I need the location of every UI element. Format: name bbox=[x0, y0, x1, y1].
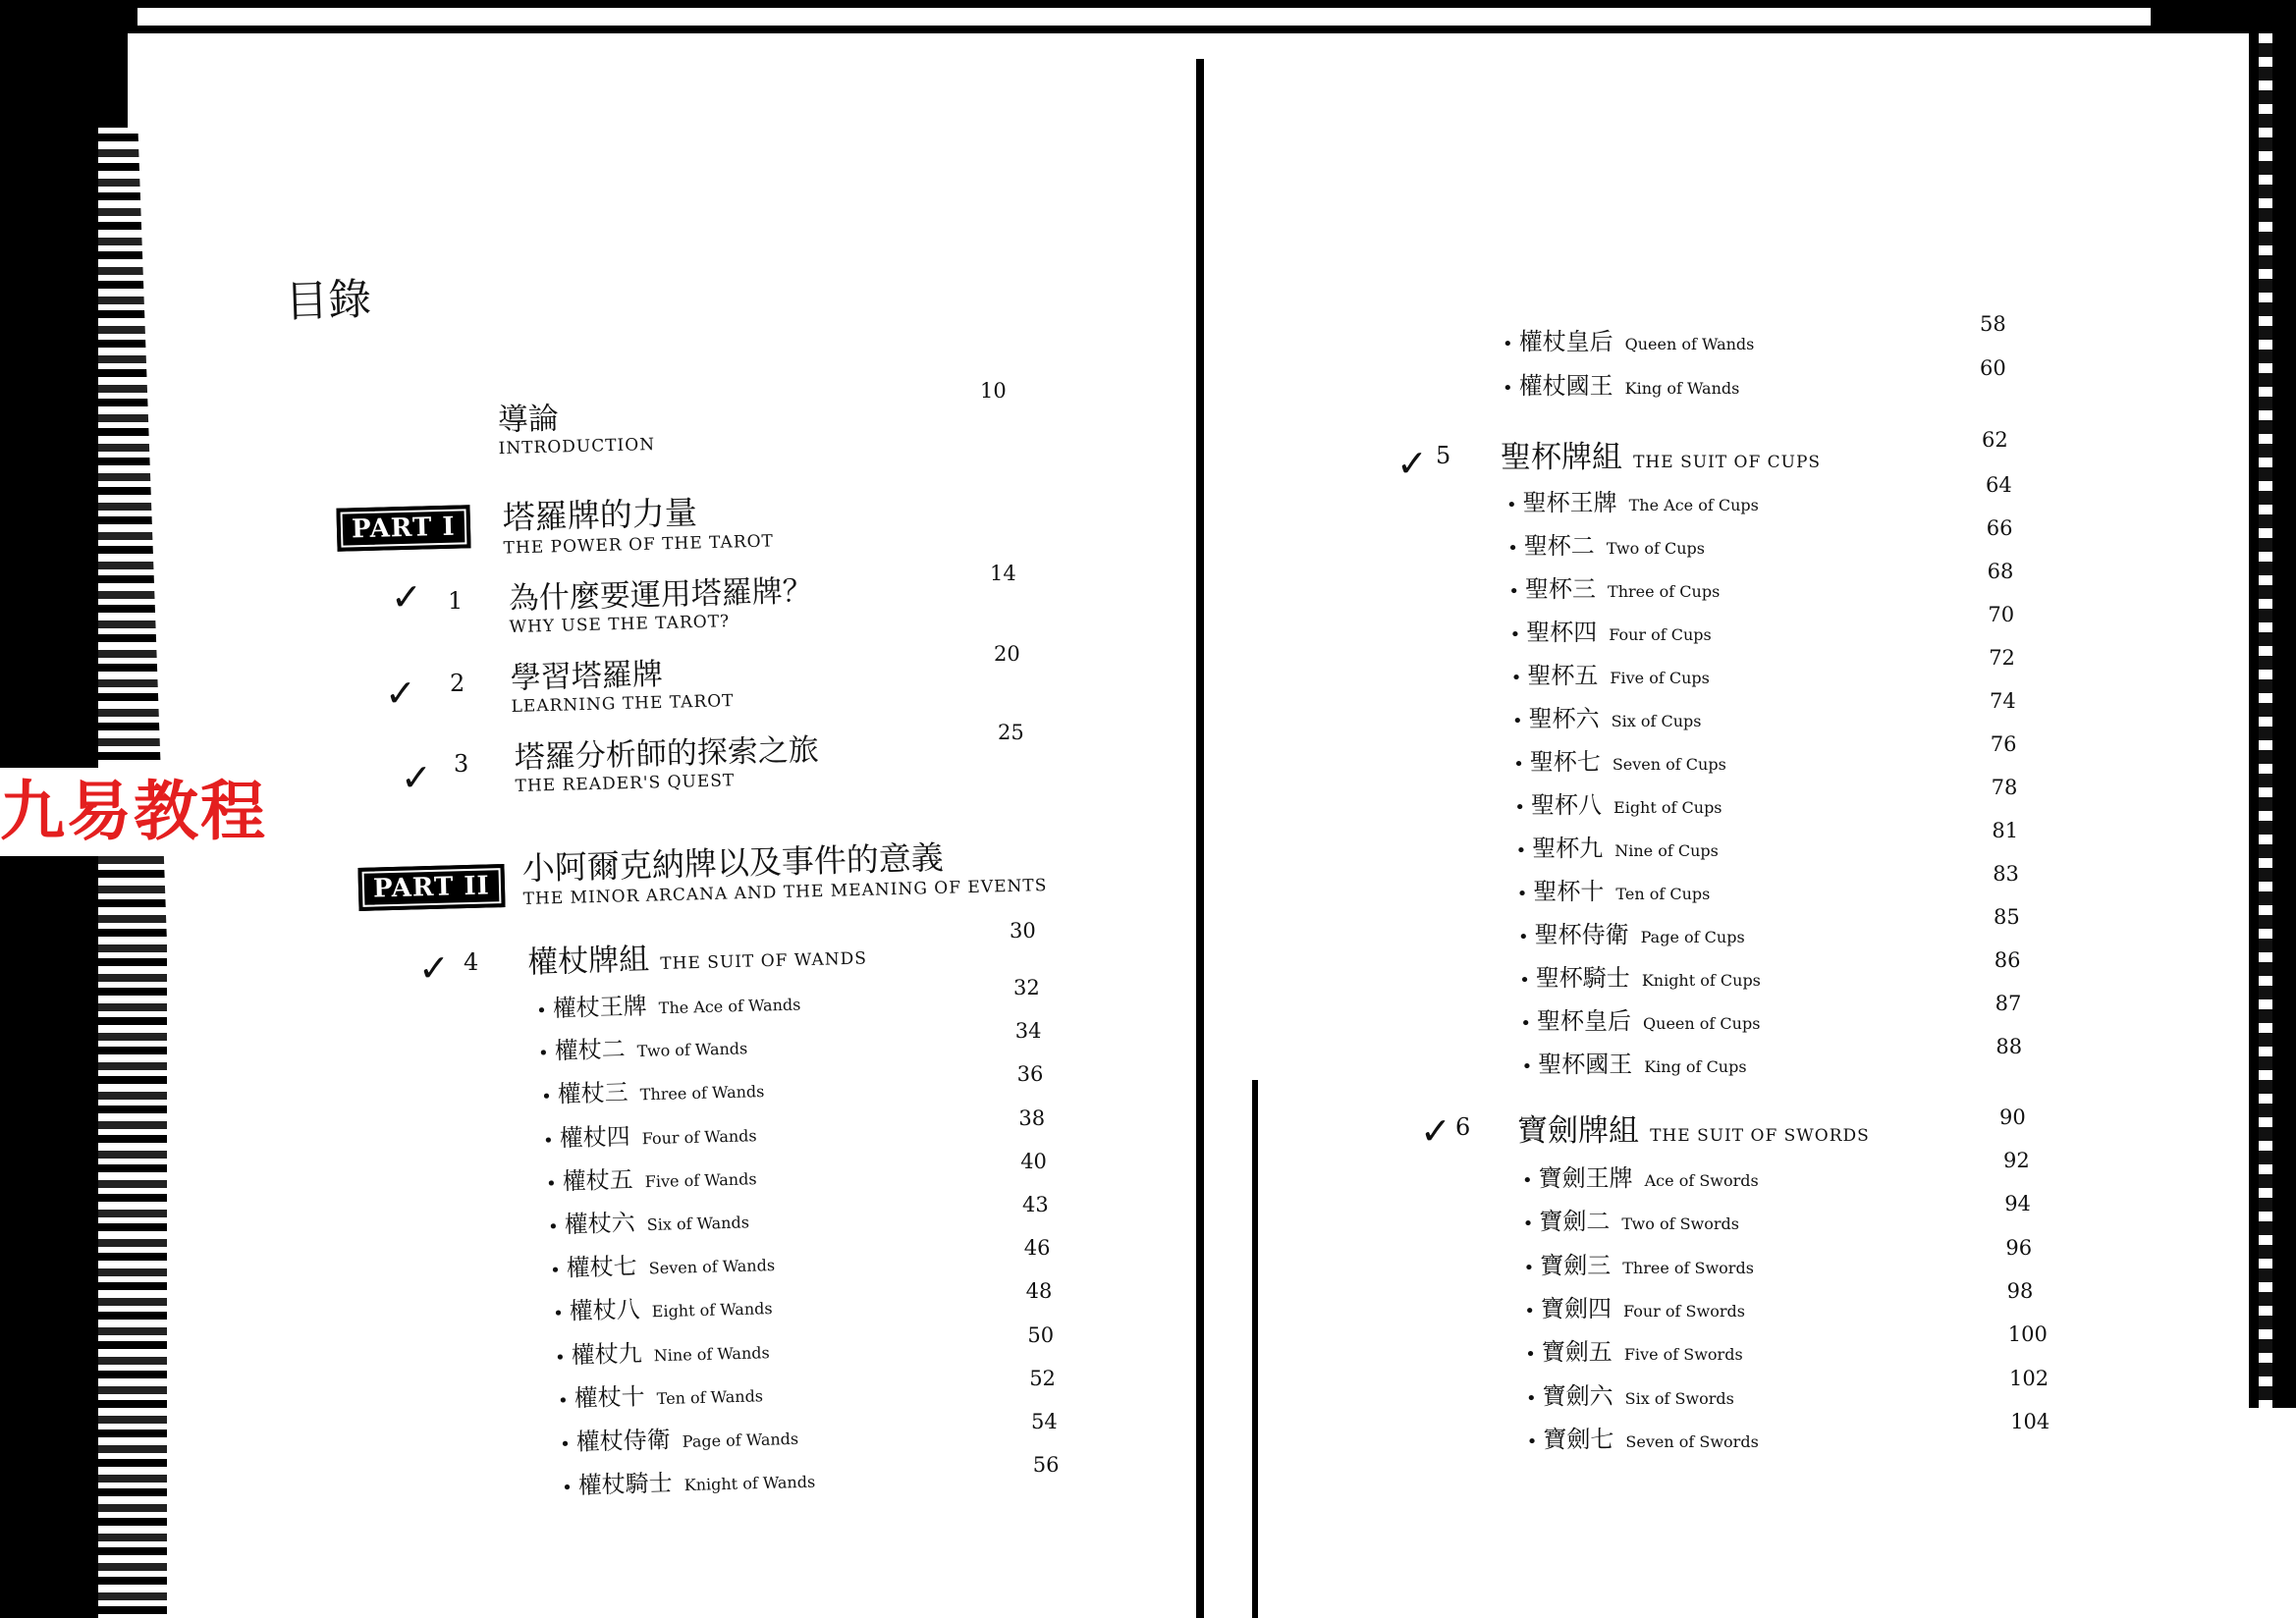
cups-item-en: Two of Cups bbox=[1606, 539, 1705, 558]
wands-item-en: Six of Wands bbox=[646, 1213, 750, 1235]
cups-item-page: 85 bbox=[1994, 905, 2020, 929]
swords-item-page: 104 bbox=[2010, 1409, 2050, 1433]
chapter-3-en: THE READER'S QUEST bbox=[515, 771, 736, 797]
wands-cont-item-zh: 權杖皇后 bbox=[1518, 328, 1613, 355]
wands-item-page: 32 bbox=[1013, 976, 1040, 999]
bullet-icon: • bbox=[540, 1087, 552, 1108]
wands-item-page: 56 bbox=[1032, 1453, 1060, 1478]
bullet-icon: • bbox=[1514, 797, 1526, 818]
cups-item-zh: 聖杯騎士 bbox=[1535, 964, 1630, 992]
swords-item bbox=[1526, 1376, 1734, 1411]
wands-item-zh: 權杖四 bbox=[559, 1122, 631, 1152]
chapter-6-page: 90 bbox=[1999, 1106, 2026, 1129]
wands-item-zh: 權杖侍衛 bbox=[575, 1426, 672, 1456]
cups-item bbox=[1520, 1001, 1760, 1036]
part1-heading bbox=[502, 485, 774, 558]
bullet-icon: • bbox=[1515, 840, 1527, 861]
cups-item bbox=[1512, 699, 1701, 733]
chapter-1 bbox=[508, 566, 814, 637]
bullet-icon: • bbox=[543, 1130, 555, 1152]
bullet-icon: • bbox=[1510, 668, 1522, 688]
part2-zh: 小阿爾克納牌以及事件的意義 bbox=[521, 837, 945, 888]
wands-item-en: Ten of Wands bbox=[656, 1386, 763, 1408]
wands-item-en: Four of Wands bbox=[641, 1125, 758, 1148]
wands-cont-item bbox=[1503, 366, 1739, 401]
swords-item-en: Three of Swords bbox=[1622, 1258, 1754, 1277]
chapter-6-num: 6 bbox=[1455, 1113, 1471, 1141]
cups-item-en: Page of Cups bbox=[1640, 928, 1745, 946]
cups-item bbox=[1508, 569, 1720, 604]
wands-item-zh: 權杖七 bbox=[566, 1252, 638, 1282]
cups-item bbox=[1506, 483, 1759, 517]
swords-item bbox=[1524, 1246, 1754, 1280]
part1-en: THE POWER OF THE TAROT bbox=[503, 531, 775, 559]
check-mark-4: ✓ bbox=[418, 946, 450, 990]
bullet-icon: • bbox=[552, 1304, 564, 1325]
wands-item-page: 38 bbox=[1018, 1106, 1046, 1130]
chapter-6 bbox=[1517, 1106, 1870, 1150]
bullet-icon: • bbox=[1509, 624, 1521, 645]
wands-item-page: 50 bbox=[1027, 1322, 1055, 1347]
wands-item bbox=[545, 1157, 756, 1197]
chapter-2-zh: 學習塔羅牌 bbox=[510, 656, 664, 696]
wands-item bbox=[555, 1330, 770, 1371]
cups-item-zh: 聖杯七 bbox=[1529, 748, 1601, 776]
chapter-5-num: 5 bbox=[1436, 442, 1451, 469]
cups-item bbox=[1516, 829, 1719, 863]
bullet-icon: • bbox=[1520, 1013, 1532, 1034]
cups-item-en: Six of Cups bbox=[1611, 712, 1702, 730]
wands-item-zh: 權杖八 bbox=[569, 1295, 640, 1325]
bullet-icon: • bbox=[547, 1216, 560, 1238]
chapter-5-en: THE SUIT OF CUPS bbox=[1633, 453, 1822, 472]
wands-item-en: Five of Wands bbox=[644, 1168, 757, 1191]
cups-item-en: Queen of Cups bbox=[1643, 1014, 1761, 1033]
cups-item-page: 78 bbox=[1991, 776, 2018, 799]
part2-en: THE MINOR ARCANA AND THE MEANING OF EVENTS bbox=[522, 876, 1048, 909]
swords-item bbox=[1527, 1420, 1759, 1454]
bullet-icon: • bbox=[557, 1390, 569, 1412]
swords-item-page: 96 bbox=[2005, 1235, 2033, 1260]
swords-item-en: Six of Swords bbox=[1624, 1388, 1734, 1408]
toc-title: 目錄 bbox=[284, 274, 373, 328]
book-spine-shadow bbox=[1252, 1080, 1258, 1618]
bullet-icon: • bbox=[1519, 970, 1530, 991]
wands-item-zh: 權杖二 bbox=[554, 1035, 627, 1065]
chapter-4-zh: 權杖牌組 bbox=[526, 942, 650, 981]
chapter-2 bbox=[510, 647, 735, 717]
chapter-6-en: THE SUIT OF SWORDS bbox=[1650, 1126, 1870, 1146]
cups-item-en: Seven of Cups bbox=[1612, 755, 1726, 774]
chapter-6-zh: 寶劍牌組 bbox=[1517, 1113, 1639, 1149]
cups-item bbox=[1522, 1045, 1747, 1079]
cups-item-zh: 聖杯九 bbox=[1532, 835, 1604, 862]
wands-item bbox=[560, 1417, 799, 1457]
wands-item-zh: 權杖九 bbox=[571, 1339, 643, 1370]
wands-item-page: 46 bbox=[1023, 1236, 1051, 1261]
chapter-5-zh: 聖杯牌組 bbox=[1501, 440, 1622, 475]
wands-item-zh: 權杖三 bbox=[557, 1079, 629, 1108]
wands-item-page: 52 bbox=[1029, 1366, 1056, 1390]
chapter-2-num: 2 bbox=[450, 670, 465, 697]
swords-item-page: 92 bbox=[2003, 1149, 2030, 1172]
bullet-icon: • bbox=[545, 1173, 557, 1195]
cups-item-en: Knight of Cups bbox=[1641, 971, 1761, 990]
swords-item-en: Four of Swords bbox=[1623, 1301, 1745, 1321]
check-mark-5: ✓ bbox=[1396, 442, 1428, 485]
wands-item bbox=[540, 1069, 764, 1109]
swords-item-en: Seven of Swords bbox=[1625, 1431, 1759, 1451]
bullet-icon: • bbox=[559, 1433, 572, 1456]
wands-item-page: 40 bbox=[1020, 1149, 1047, 1173]
cups-item-en: Four of Cups bbox=[1609, 625, 1712, 644]
scan-top-border bbox=[0, 0, 2296, 33]
cups-item-zh: 聖杯皇后 bbox=[1537, 1007, 1632, 1035]
bullet-icon: • bbox=[1524, 1300, 1536, 1321]
cups-item bbox=[1507, 526, 1705, 561]
cups-item-page: 74 bbox=[1990, 689, 2016, 713]
wands-item-page: 34 bbox=[1014, 1019, 1042, 1044]
chapter-1-zh: 為什麼要運用塔羅牌？ bbox=[508, 572, 814, 618]
wands-item-en: Eight of Wands bbox=[651, 1299, 773, 1321]
wands-item bbox=[536, 982, 801, 1023]
chapter-4-page: 30 bbox=[1010, 919, 1036, 943]
wands-item-page: 48 bbox=[1025, 1279, 1053, 1304]
cups-item-zh: 聖杯五 bbox=[1527, 662, 1599, 689]
intro-page: 10 bbox=[980, 379, 1007, 403]
swords-item-zh: 寶劍六 bbox=[1542, 1381, 1613, 1410]
wands-item bbox=[548, 1200, 750, 1239]
bullet-icon: • bbox=[1526, 1387, 1537, 1409]
wands-item-page: 54 bbox=[1031, 1410, 1058, 1433]
cups-item-en: Ten of Cups bbox=[1615, 885, 1711, 903]
swords-item-page: 98 bbox=[2006, 1278, 2034, 1303]
swords-item-en: Five of Swords bbox=[1623, 1345, 1743, 1365]
wands-item-page: 36 bbox=[1016, 1062, 1044, 1087]
part1-zh: 塔羅牌的力量 bbox=[502, 493, 698, 537]
chapter-3-num: 3 bbox=[454, 750, 469, 778]
wands-item-en: Three of Wands bbox=[639, 1082, 765, 1105]
check-mark-2: ✓ bbox=[385, 672, 416, 715]
book-spine bbox=[1196, 59, 1204, 1618]
bullet-icon: • bbox=[1512, 711, 1523, 731]
chapter-4-num: 4 bbox=[464, 948, 479, 976]
swords-item bbox=[1524, 1289, 1745, 1323]
bullet-icon: • bbox=[1508, 581, 1520, 602]
cups-item-page: 70 bbox=[1988, 603, 2015, 626]
swords-item-page: 100 bbox=[2007, 1322, 2048, 1347]
bullet-icon: • bbox=[1516, 884, 1528, 904]
cups-item-zh: 聖杯二 bbox=[1523, 532, 1595, 560]
swords-item-zh: 寶劍四 bbox=[1541, 1294, 1613, 1322]
chapter-3 bbox=[514, 725, 820, 796]
bullet-icon: • bbox=[1522, 1214, 1534, 1235]
cups-item-en: Nine of Cups bbox=[1614, 841, 1719, 860]
swords-item-en: Two of Swords bbox=[1621, 1214, 1739, 1234]
cups-item-page: 72 bbox=[1989, 646, 2015, 670]
check-mark-3: ✓ bbox=[401, 756, 432, 799]
chapter-3-page: 25 bbox=[998, 721, 1024, 744]
wands-item bbox=[562, 1460, 816, 1501]
cups-item-page: 87 bbox=[1995, 992, 2022, 1015]
cups-item bbox=[1517, 872, 1711, 906]
wands-item bbox=[550, 1243, 776, 1283]
cups-item-page: 86 bbox=[1994, 948, 2021, 972]
swords-item bbox=[1525, 1332, 1742, 1367]
cups-item-page: 76 bbox=[1990, 732, 2017, 756]
cups-item-zh: 聖杯十 bbox=[1533, 878, 1605, 905]
wands-cont-item-zh: 權杖國王 bbox=[1518, 372, 1613, 400]
cups-item bbox=[1519, 958, 1761, 993]
swords-item-page: 94 bbox=[2004, 1192, 2031, 1216]
chapter-4 bbox=[526, 928, 867, 981]
cups-item bbox=[1513, 742, 1726, 777]
check-mark-1: ✓ bbox=[391, 575, 422, 619]
cups-item-zh: 聖杯六 bbox=[1528, 705, 1600, 732]
cups-item-en: Three of Cups bbox=[1608, 582, 1721, 601]
chapter-1-num: 1 bbox=[448, 587, 464, 615]
wands-item-en: Page of Wands bbox=[682, 1429, 799, 1451]
wands-item-page: 43 bbox=[1022, 1193, 1049, 1216]
watermark: 九易教程 bbox=[0, 768, 314, 856]
chapter-1-en: WHY USE THE TAROT? bbox=[509, 612, 731, 638]
bullet-icon: • bbox=[1526, 1430, 1538, 1452]
part2-heading bbox=[521, 830, 1047, 909]
wands-item-en: The Ace of Wands bbox=[658, 995, 801, 1018]
bullet-icon: • bbox=[550, 1260, 562, 1282]
wands-item-zh: 權杖十 bbox=[573, 1382, 645, 1413]
chapter-2-en: LEARNING THE TAROT bbox=[511, 691, 735, 717]
cups-item-zh: 聖杯八 bbox=[1531, 791, 1603, 819]
wands-item bbox=[543, 1113, 757, 1154]
bullet-icon: • bbox=[1521, 1056, 1533, 1077]
bullet-icon: • bbox=[1523, 1257, 1535, 1278]
chapter-5-page: 62 bbox=[1982, 428, 2008, 452]
wands-item-zh: 權杖王牌 bbox=[552, 992, 648, 1023]
cups-item-page: 64 bbox=[1986, 473, 2012, 497]
swords-item-zh: 寶劍三 bbox=[1540, 1251, 1612, 1279]
cups-item-page: 83 bbox=[1993, 862, 2019, 886]
cups-item-en: The Ace of Cups bbox=[1628, 496, 1759, 514]
check-mark-6: ✓ bbox=[1420, 1109, 1451, 1153]
wands-item-zh: 權杖五 bbox=[561, 1165, 633, 1196]
swords-item-zh: 寶劍二 bbox=[1539, 1208, 1611, 1236]
bullet-icon: • bbox=[562, 1478, 574, 1499]
bullet-icon: • bbox=[1513, 754, 1524, 775]
cups-item-en: King of Cups bbox=[1644, 1057, 1747, 1076]
wands-item bbox=[552, 1286, 772, 1326]
swords-item bbox=[1523, 1202, 1739, 1236]
scan-top-strip bbox=[137, 8, 2151, 26]
bullet-icon: • bbox=[538, 1043, 550, 1064]
wands-item-zh: 權杖騎士 bbox=[577, 1469, 674, 1500]
part1-badge: PART I bbox=[336, 505, 470, 552]
cups-item bbox=[1510, 613, 1712, 647]
bullet-icon: • bbox=[1518, 927, 1529, 947]
bullet-icon: • bbox=[555, 1347, 567, 1369]
wands-cont-item-en: King of Wands bbox=[1624, 379, 1740, 398]
intro-en: INTRODUCTION bbox=[498, 434, 656, 459]
cups-item bbox=[1511, 656, 1710, 690]
swords-item-zh: 寶劍七 bbox=[1543, 1425, 1614, 1453]
bullet-icon: • bbox=[1507, 538, 1518, 559]
part2-badge: PART II bbox=[357, 864, 505, 911]
page-edge-strip-right bbox=[2259, 33, 2272, 1408]
wands-item-en: Knight of Wands bbox=[683, 1472, 816, 1495]
wands-item-en: Two of Wands bbox=[636, 1039, 748, 1061]
bullet-icon: • bbox=[1525, 1344, 1536, 1366]
bullet-icon: • bbox=[1503, 378, 1513, 399]
cups-item-page: 68 bbox=[1987, 560, 2014, 583]
cups-item-zh: 聖杯國王 bbox=[1538, 1051, 1633, 1078]
cups-item bbox=[1514, 785, 1722, 820]
cups-item bbox=[1518, 915, 1745, 949]
swords-item-zh: 寶劍五 bbox=[1541, 1338, 1613, 1367]
chapter-2-page: 20 bbox=[994, 642, 1020, 666]
chapter-3-zh: 塔羅分析師的探索之旅 bbox=[514, 731, 820, 777]
wands-item-en: Nine of Wands bbox=[653, 1342, 771, 1365]
cups-item-zh: 聖杯四 bbox=[1526, 619, 1598, 646]
wands-cont-item-en: Queen of Wands bbox=[1624, 335, 1755, 353]
bullet-icon: • bbox=[1503, 334, 1513, 354]
cups-item-page: 81 bbox=[1992, 819, 2019, 842]
wands-cont-item-page: 58 bbox=[1980, 312, 2006, 336]
intro-zh: 導論 bbox=[497, 401, 560, 439]
cups-item-page: 88 bbox=[1995, 1035, 2023, 1058]
cups-item-page: 66 bbox=[1986, 516, 2013, 540]
cups-item-zh: 聖杯王牌 bbox=[1522, 489, 1617, 516]
cups-item-zh: 聖杯侍衛 bbox=[1534, 921, 1629, 948]
cups-item-en: Five of Cups bbox=[1610, 669, 1710, 687]
bullet-icon: • bbox=[1522, 1170, 1533, 1191]
swords-item-zh: 寶劍王牌 bbox=[1538, 1164, 1633, 1192]
chapter-4-en: THE SUIT OF WANDS bbox=[660, 948, 868, 974]
cups-item-zh: 聖杯三 bbox=[1525, 575, 1597, 603]
bullet-icon: • bbox=[1506, 495, 1517, 515]
scan-right-border bbox=[2249, 33, 2296, 1408]
wands-cont-item bbox=[1503, 322, 1754, 356]
cups-item-en: Eight of Cups bbox=[1613, 798, 1722, 817]
swords-item-page: 102 bbox=[2009, 1366, 2050, 1390]
chapter-5 bbox=[1501, 432, 1821, 476]
chapter-1-page: 14 bbox=[990, 562, 1016, 585]
swords-item bbox=[1522, 1159, 1759, 1193]
intro-entry bbox=[497, 391, 655, 458]
wands-item-en: Seven of Wands bbox=[648, 1256, 776, 1278]
bullet-icon: • bbox=[535, 1000, 548, 1022]
wands-item bbox=[538, 1026, 748, 1066]
swords-item-en: Ace of Swords bbox=[1644, 1171, 1759, 1190]
wands-item-zh: 權杖六 bbox=[564, 1209, 636, 1239]
wands-item bbox=[557, 1374, 763, 1413]
wands-cont-item-page: 60 bbox=[1980, 356, 2006, 380]
